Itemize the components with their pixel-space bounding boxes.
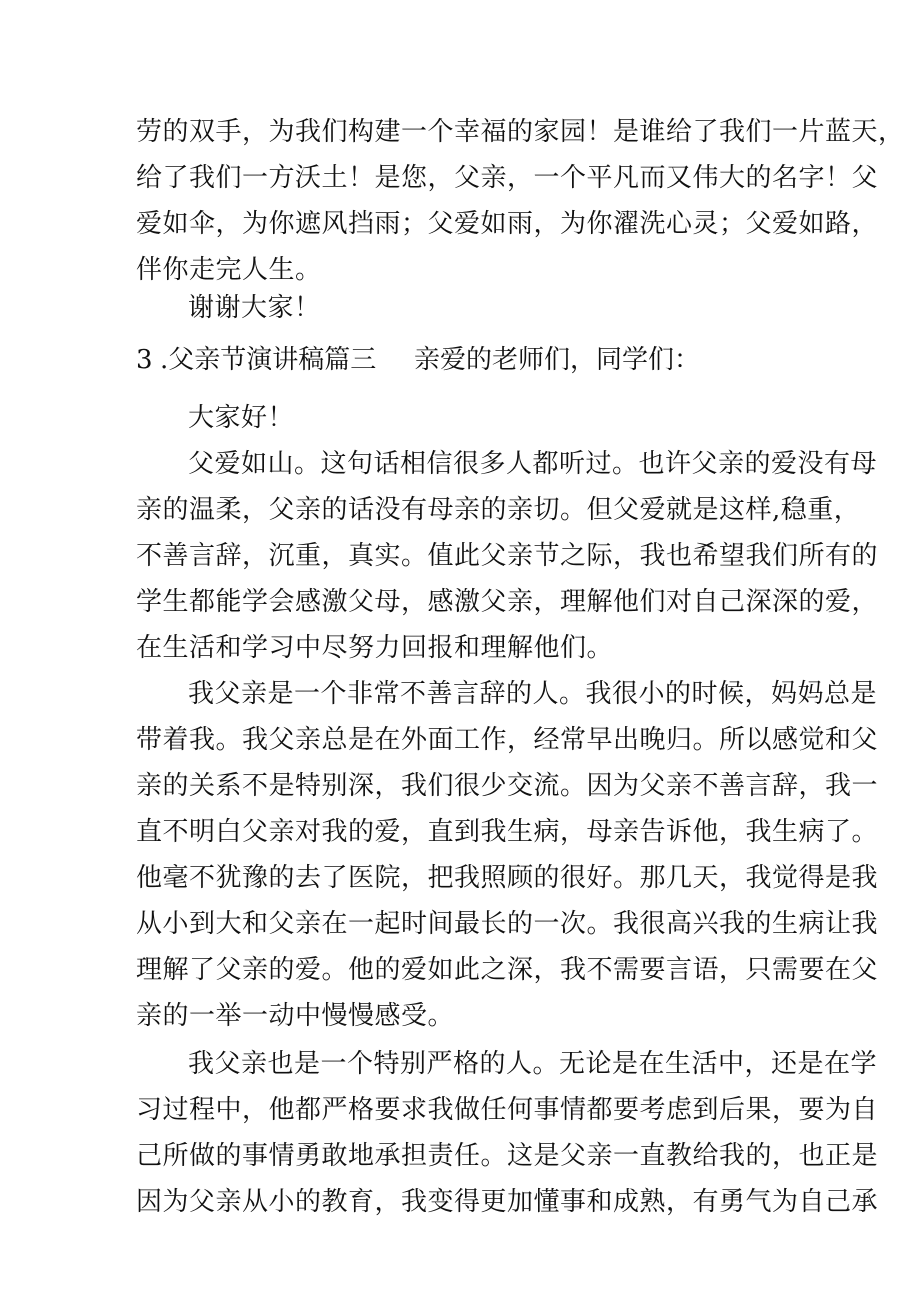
paragraph-line: 伴你走完人生。 bbox=[136, 255, 322, 285]
paragraph-line: 不善言辞，沉重，真实。值此父亲节之际，我也希望我们所有的 bbox=[136, 541, 879, 571]
paragraph-line: 因为父亲从小的教育，我变得更加懂事和成熟，有勇气为自己承 bbox=[136, 1187, 879, 1217]
paragraph-line: 亲的关系不是特别深，我们很少交流。因为父亲不善言辞，我一 bbox=[136, 771, 879, 801]
paragraph-line: 理解了父亲的爱。他的爱如此之深，我不需要言语，只需要在父 bbox=[136, 955, 879, 985]
paragraph-line: 我父亲是一个非常不善言辞的人。我很小的时候，妈妈总是 bbox=[188, 679, 878, 709]
paragraph-line: 学生都能学会感激父母，感激父亲，理解他们对自己深深的爱， bbox=[136, 587, 879, 617]
section-number: 3 bbox=[136, 345, 153, 375]
paragraph-line: 带着我。我父亲总是在外面工作，经常早出晚归。所以感觉和父 bbox=[136, 725, 879, 755]
thanks-line: 谢谢大家！ bbox=[188, 293, 321, 323]
paragraph-line: 直不明白父亲对我的爱，直到我生病，母亲告诉他，我生病了。 bbox=[136, 817, 879, 847]
paragraph-line: 劳的双手，为我们构建一个幸福的家园！是谁给了我们一片蓝天， bbox=[136, 117, 905, 147]
paragraph-line: 亲的温柔，父亲的话没有母亲的亲切。但父爱就是这样,稳重， bbox=[136, 495, 861, 525]
paragraph-line: 在生活和学习中尽努力回报和理解他们。 bbox=[136, 633, 614, 663]
paragraph-line: 亲的一举一动中慢慢感受。 bbox=[136, 1001, 455, 1031]
paragraph-line: 爱如伞，为你遮风挡雨；父爱如雨，为你濯洗心灵；父爱如路， bbox=[136, 209, 879, 239]
paragraph-line: 给了我们一方沃土！是您，父亲，一个平凡而又伟大的名字！父 bbox=[136, 163, 879, 193]
paragraph-line: 他毫不犹豫的去了医院，把我照顾的很好。那几天，我觉得是我 bbox=[136, 863, 879, 893]
section-title: .父亲节演讲稿篇三 bbox=[160, 345, 377, 375]
hello-line: 大家好！ bbox=[188, 403, 295, 433]
paragraph-line: 从小到大和父亲在一起时间最长的一次。我很高兴我的生病让我 bbox=[136, 909, 879, 939]
paragraph-line: 己所做的事情勇敢地承担责任。这是父亲一直教给我的，也正是 bbox=[136, 1141, 879, 1171]
paragraph-line: 习过程中，他都严格要求我做任何事情都要考虑到后果，要为自 bbox=[136, 1095, 879, 1125]
greeting: 亲爱的老师们，同学们： bbox=[414, 345, 701, 375]
paragraph-line: 父爱如山。这句话相信很多人都听过。也许父亲的爱没有母 bbox=[188, 449, 878, 479]
paragraph-line: 我父亲也是一个特别严格的人。无论是在生活中，还是在学 bbox=[188, 1049, 878, 1079]
